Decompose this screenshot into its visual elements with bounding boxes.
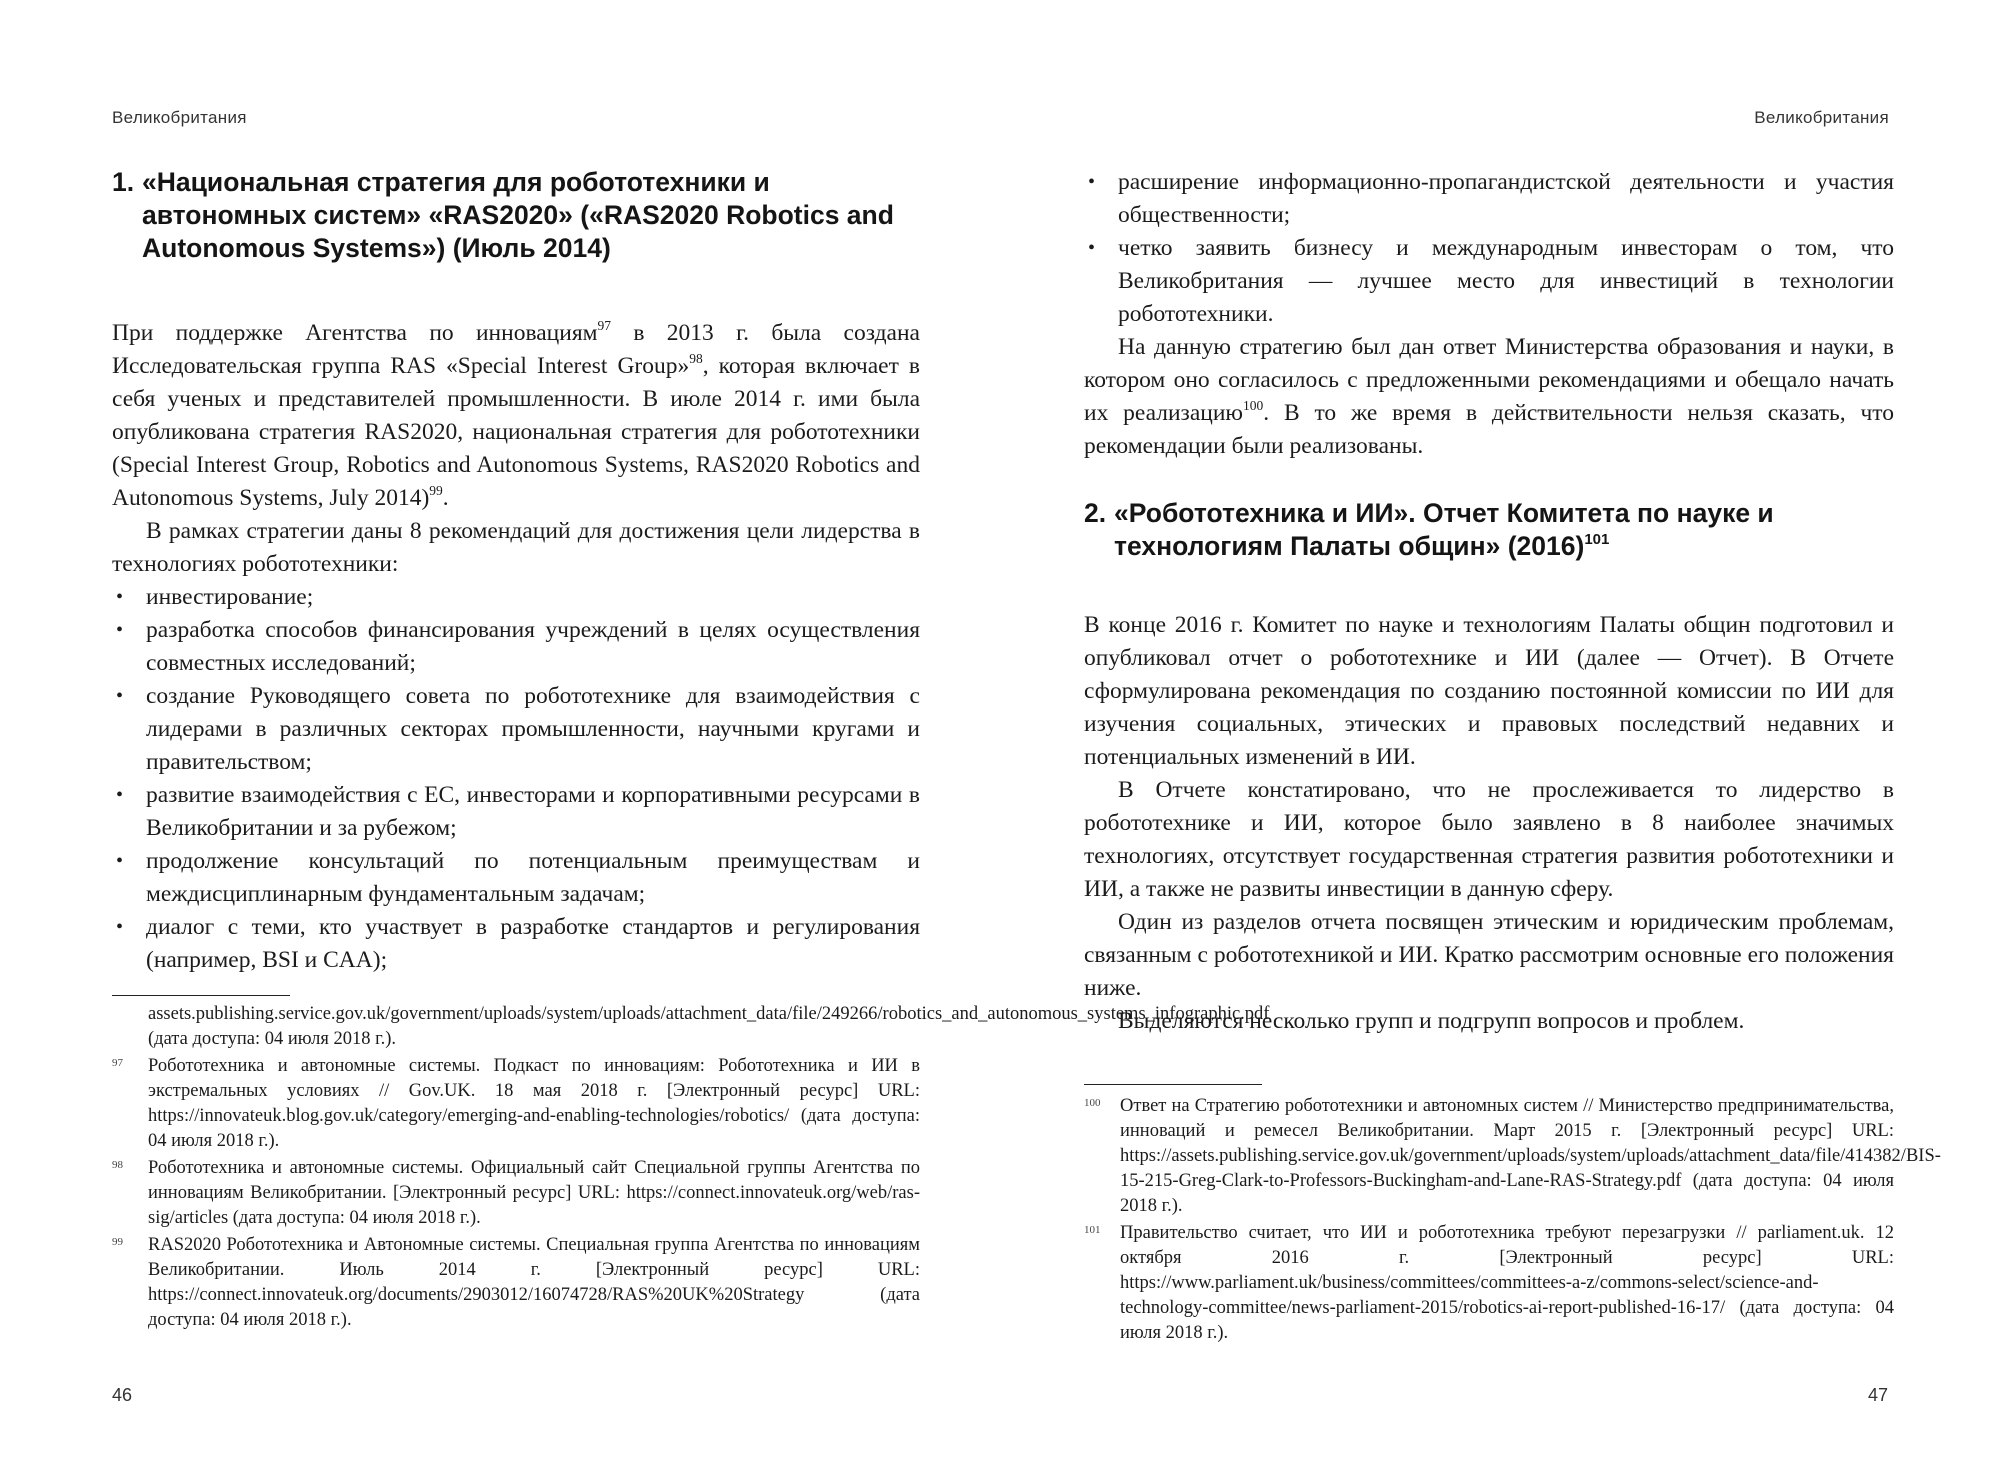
list-item [1084,166,1894,232]
paragraph: В Отчете констатировано, что не прослеживается то лидерство в робототехнике и ИИ, которое было заявлено в 8 наиболее значимых технологиях, отсутствует государственная стратегия развития робототехники и ИИ, а также не развиты инвестиции в данную сферу. [1084,777,1894,902]
bullet-icon: • [116,586,124,608]
footnote-number: 98 [112,1159,123,1171]
footnote-number: 101 [1084,1224,1101,1236]
section-heading-2 [1084,497,1894,563]
list-item [112,779,920,845]
list-item [112,614,920,680]
paragraph [1084,331,1894,463]
paragraph: Один из разделов отчета посвящен этическим и юридическим проблемам, связанным с робототехникой и ИИ. Кратко рассмотрим основные его положения ниже. [1084,909,1894,1001]
footnote [112,1156,920,1231]
footnote-ref: 100 [1242,398,1264,413]
list-item-text: создание Руководящего совета по робототехнике для взаимодействия с лидерами в различных секторах промышленности, научными кругами и правительством; [146,683,920,775]
left-content [112,166,920,977]
right-page [1000,0,2000,1466]
recommendation-list [112,581,920,977]
section-heading-1 [112,166,920,265]
footnote-ref: 98 [689,351,703,366]
list-item [112,680,920,779]
footnote-number: 100 [1084,1097,1101,1109]
recommendation-list-continued [1084,166,1894,331]
list-item [112,911,920,977]
heading-number: 2. [1084,498,1107,528]
footnote-ref: 99 [429,483,443,498]
list-item-text: четко заявить бизнесу и международным инвесторам о том, что Великобритания — лучшее место для инвестиций в технологии робототехники. [1118,235,1894,327]
footnote-text: assets.publishing.service.gov.uk/government/uploads/system/uploads/attachment_data/file/249266/robotics_and_autonomous_systems_infographic.pdf (дата доступа: 04 июля 2018 г.). [148,1004,1270,1049]
footnote [1084,1094,1941,1219]
paragraph: В рамках стратегии даны 8 рекомендаций для достижения цели лидерства в технологиях робототехники: [112,518,920,577]
list-item-text: диалог с теми, кто участвует в разработке стандартов и регулирования (например, BSI и CAA); [146,914,920,973]
footnote-number: 99 [112,1236,123,1248]
bullet-icon: • [1088,237,1096,259]
text-run: При поддержке Агентства по инновациям [112,320,598,346]
list-item-text: инвестирование; [146,584,314,610]
bullet-icon: • [116,850,124,872]
text-run: . [442,485,449,511]
right-content [1084,166,1894,1038]
footnotes [1084,1094,1941,1346]
list-item-text: разработка способов финансирования учреждений в целях осуществления совместных исследований; [146,617,920,676]
footnote-ref: 101 [1584,531,1610,548]
text-run: На данную стратегию был дан ответ Министерства образования и науки, в котором оно согласилось с предложенными рекомендациями и обещало начать их реализацию [1084,334,1894,426]
footnote-divider [1084,1084,1262,1085]
bullet-icon: • [1088,171,1096,193]
bullet-icon: • [116,916,124,938]
footnote-text: Робототехника и автономные системы. Подкаст по инновациям: Робототехника и ИИ в экстремальных условиях // Gov.UK. 18 мая 2018 г. [Электронный ресурс] URL: https://innovateuk.blog.gov.uk/category/emerging-and-enabling-technologies/robotics/ (дата доступа: 04 июля 2018 г.). [148,1056,920,1151]
bullet-icon: • [116,784,124,806]
footnote-number: 97 [112,1057,123,1069]
footnote-text: Робототехника и автономные системы. Официальный сайт Специальной группы Агентства по инновациям Великобритании. [Электронный ресурс] URL: https://connect.innovateuk.org/web/ras-sig/articles (дата доступа: 04 июля 2018 г.). [148,1158,920,1228]
text-run: . В то же время в действительности нельзя сказать, что рекомендации были реализованы. [1084,400,1894,459]
heading-text: «Национальная стратегия для робототехники и автономных систем» «RAS2020» («RAS2020 Robotics and Autonomous Systems») (Июль 2014) [142,167,894,263]
paragraph: В конце 2016 г. Комитет по науке и технологиям Палаты общин подготовил и опубликовал отчет о робототехнике и ИИ (далее — Отчет). В Отчете сформулирована рекомендация по созданию постоянной комиссии по ИИ для изучения социальных, этических и правовых последствий недавних и потенциальных изменений в ИИ. [1084,612,1894,770]
page-number: 46 [112,1385,133,1405]
list-item [112,845,920,911]
footnote [112,1054,920,1154]
list-item-text: развитие взаимодействия с ЕС, инвесторами и корпоративными ресурсами в Великобритании и за рубежом; [146,782,920,841]
list-item [112,581,920,614]
heading-text: «Робототехника и ИИ». Отчет Комитета по науке и технологиям Палаты общин» (2016) [1114,498,1774,561]
running-head: Великобритания [112,108,247,127]
heading-number: 1. [112,167,135,197]
footnote [1084,1221,1894,1346]
footnote [112,1233,920,1333]
footnote-text: RAS2020 Робототехника и Автономные системы. Специальная группа Агентства по инновациям Великобритании. Июль 2014 г. [Электронный ресурс] URL: https://connect.innovateuk.org/documents/2903012/16074728/RAS%20UK%20Strategy (дата доступа: 04 июля 2018 г.). [148,1235,920,1330]
footnote-text: Ответ на Стратегию робототехники и автономных систем // Министерство предпринимательства, инноваций и ремесел Великобритании. Март 2015 г. [Электронный ресурс] URL: https://assets.publishing.service.gov.uk/government/uploads/system/uploads/attachment_data/file/414382/BIS-15-215-Greg-Clark-to-Professors-Buckingham-and-Lane-RAS-Strategy.pdf (дата доступа: 04 июля 2018 г.). [1120,1096,1941,1216]
footnote [112,1002,1270,1052]
list-item-text: расширение информационно-пропагандистской деятельности и участия общественности; [1118,169,1894,228]
footnote-divider [112,995,290,996]
paragraph [112,317,920,515]
text-run: , которая включает в себя ученых и представителей промышленности. В июле 2014 г. ими была опубликована стратегия RAS2020, национальная стратегия для робототехники (Special Interest Group, Robotics and Autonomous Systems, RAS2020 Robotics and Autonomous Systems, July 2014) [112,353,920,511]
list-item-text: продолжение консультаций по потенциальным преимуществам и междисциплинарным фундаментальным задачам; [146,848,920,907]
running-head: Великобритания [1754,108,1889,127]
text-run: в 2013 г. была создана Исследовательская группа RAS «Special Interest Group» [112,320,920,379]
page-number: 47 [1867,1385,1888,1405]
paragraph: Выделяются несколько групп и подгрупп вопросов и проблем. [1118,1008,1745,1034]
footnote-ref: 97 [597,318,612,333]
bullet-icon: • [116,619,124,641]
footnote-text: Правительство считает, что ИИ и робототехника требуют перезагрузки // parliament.uk. 12 октября 2016 г. [Электронный ресурс] URL: https://www.parliament.uk/business/committees/committees-a-z/commons-select/science-and-technology-committee/news-parliament-2015/robotics-ai-report-published-16-17/ (дата доступа: 04 июля 2018 г.). [1120,1223,1894,1343]
bullet-icon: • [116,685,124,707]
list-item [1084,232,1894,331]
